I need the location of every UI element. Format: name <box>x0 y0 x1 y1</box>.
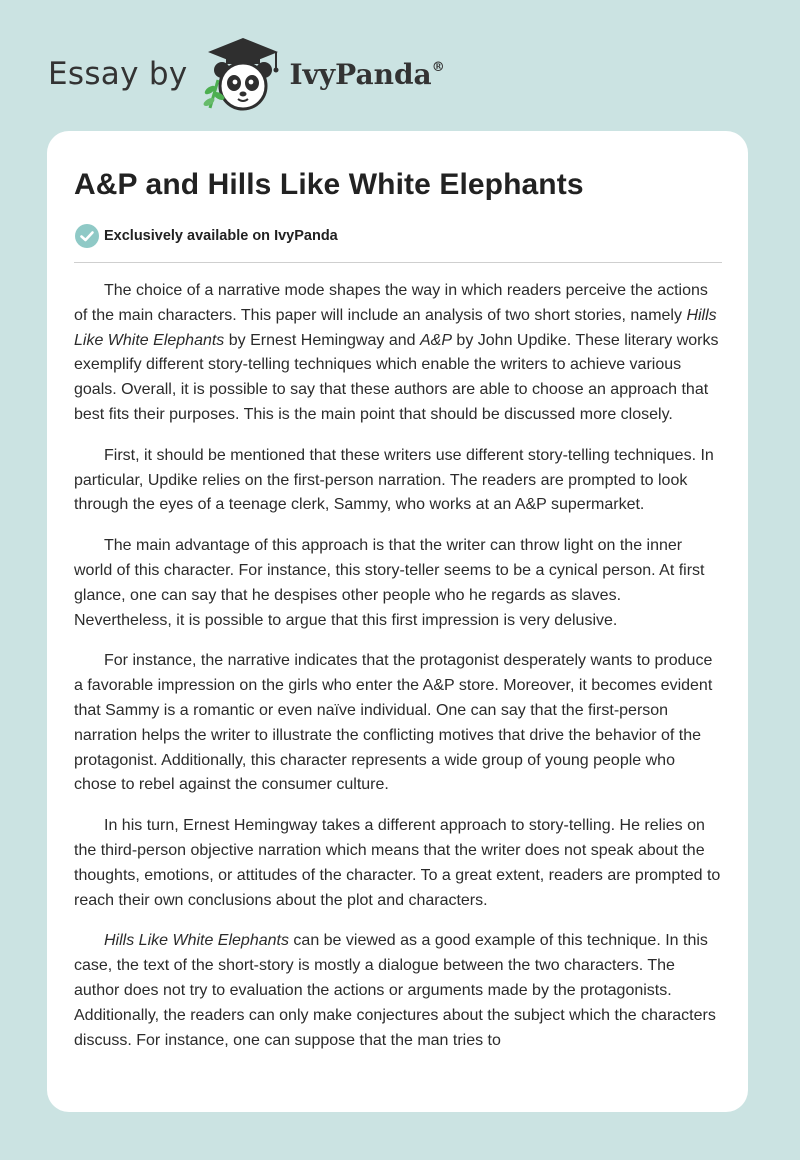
paragraph-text: can be viewed as a good example of this technique. In this case, the text of the short-story is mostly a dialogue between the two characters. The author does not try to evaluation the actions or arguments made by the protagonists. Additionally, the readers can only make conjectures about the subject which the characters discuss. For instance, one can suppose that the man tries to <box>74 932 716 1049</box>
paragraph <box>74 929 722 1053</box>
title-reference: Hills Like White Elephants <box>104 932 289 950</box>
essay-body <box>74 279 722 1053</box>
title-reference: Hills Like White Elephants <box>74 306 717 349</box>
brand-name[interactable] <box>290 58 445 91</box>
site-header <box>48 36 468 112</box>
divider <box>74 262 722 263</box>
essay-card <box>47 131 748 1112</box>
registered-mark: ® <box>431 59 445 75</box>
paragraph: For instance, the narrative indicates that the protagonist desperately wants to produce a favorable impression on the girls who enter the A&P store. Moreover, it becomes evident that Sammy is a romantic or even naïve individual. One can say that the first-person narration helps the writer to illustrate the conflicting motives that drive the behavior of the protagonist. Additionally, this character represents a wide group of young people who chose to rebel against the consumer culture. <box>74 652 713 794</box>
page-title: A&P and Hills Like White Elephants <box>74 168 584 201</box>
paragraph-text: by John Updike. These literary works exemplify different story-telling techniques which enable the writers to achieve various goals. Overall, it is possible to say that these authors are able to choose an approach that best fits their purposes. This is the main point that should be discussed more closely. <box>74 331 719 423</box>
paragraph: In his turn, Ernest Hemingway takes a different approach to story-telling. He relies on the third-person objective narration which means that the writer does not speak about the thoughts, emotions, or attitudes of the character. To a great extent, readers are prompted to reach their own conclusions about the plot and characters. <box>74 817 721 909</box>
badge-label: Exclusively available on IvyPanda <box>104 228 338 244</box>
check-circle-icon <box>74 223 100 249</box>
paragraph-text: by Ernest Hemingway and <box>224 331 420 349</box>
title-reference: A&P <box>419 331 452 349</box>
paragraph-text: The choice of a narrative mode shapes the way in which readers perceive the actions of the main characters. This paper will include an analysis of two short stories, namely <box>74 282 708 324</box>
paragraph: First, it should be mentioned that these writers use different story-telling techniques. In particular, Updike relies on the first-person narration. The readers are prompted to look through the eyes of a teenage clerk, Sammy, who works at an A&P supermarket. <box>74 446 714 514</box>
paragraph <box>74 279 722 428</box>
paragraph: The main advantage of this approach is that the writer can throw light on the inner world of this character. For instance, this story-teller seems to be a cynical person. At first glance, one can say that he despises other people who he regards as slaves. Nevertheless, it is possible to argue that this first impression is very delusive. <box>74 537 705 629</box>
exclusive-badge <box>74 222 722 250</box>
brand-prefix: Essay by <box>48 56 188 92</box>
brand-name-text: IvyPanda <box>289 57 432 91</box>
panda-graduate-logo-icon[interactable] <box>198 34 288 114</box>
